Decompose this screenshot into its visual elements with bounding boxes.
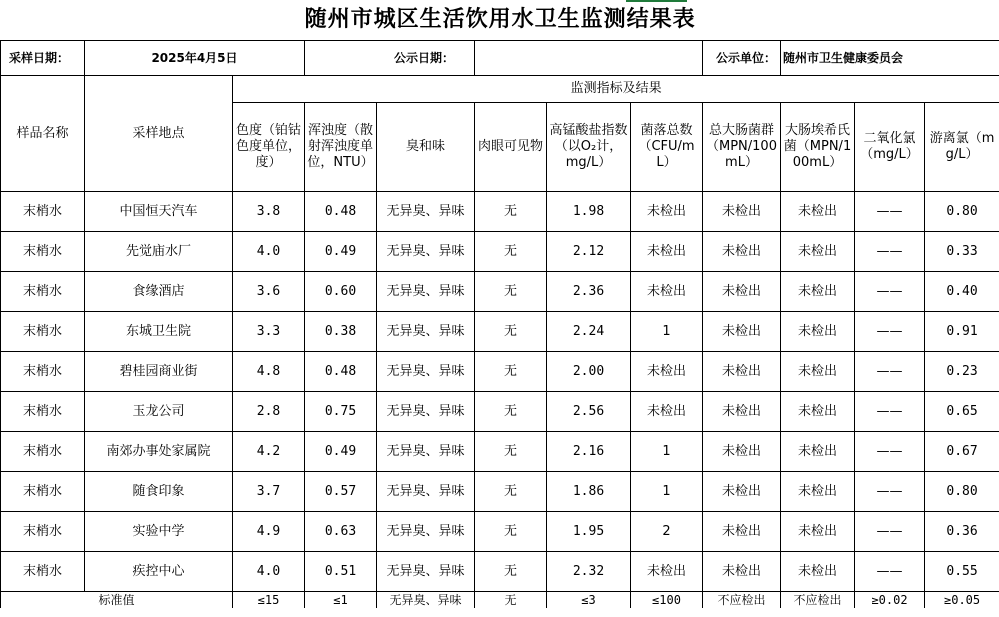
result-cell[interactable]: 无 [475, 352, 547, 392]
standard-cell: ≤1 [305, 592, 377, 609]
table-row [1, 352, 999, 392]
result-cell[interactable]: 1 [631, 472, 703, 512]
result-cell[interactable]: 0.23 [925, 352, 999, 392]
standard-cell: 不应检出 [703, 592, 781, 609]
result-cell[interactable]: 2.56 [547, 392, 631, 432]
result-cell[interactable]: 4.8 [233, 352, 305, 392]
publish-unit-value[interactable]: 随州市卫生健康委员会 [781, 41, 999, 76]
header-odor-taste: 臭和味 [377, 103, 475, 192]
result-cell[interactable]: 2.12 [547, 232, 631, 272]
result-cell[interactable]: 无异臭、异味 [377, 272, 475, 312]
result-cell[interactable]: —— [855, 552, 925, 592]
result-cell[interactable]: 无异臭、异味 [377, 392, 475, 432]
result-cell[interactable]: 2.00 [547, 352, 631, 392]
sample-date-value[interactable]: 2025年4月5日 [85, 41, 305, 76]
header-permanganate-index: 高锰酸盐指数（以O₂计，mg/L） [547, 103, 631, 192]
result-cell[interactable]: 未检出 [703, 352, 781, 392]
header-free-chlorine: 游离氯（mg/L） [925, 103, 999, 192]
table-row [1, 392, 999, 432]
result-cell[interactable]: 0.36 [925, 512, 999, 552]
result-cell[interactable]: 未检出 [631, 272, 703, 312]
result-cell[interactable]: 无异臭、异味 [377, 552, 475, 592]
result-cell[interactable]: 无 [475, 552, 547, 592]
sample-name-cell[interactable]: 末梢水 [1, 312, 85, 352]
result-cell[interactable]: 4.0 [233, 552, 305, 592]
header-chlorine-dioxide: 二氧化氯（mg/L） [855, 103, 925, 192]
result-cell[interactable]: 2.8 [233, 392, 305, 432]
sample-location-cell[interactable]: 南郊办事处家属院 [85, 432, 233, 472]
result-cell[interactable]: 未检出 [781, 392, 855, 432]
standard-cell: 不应检出 [781, 592, 855, 609]
publish-date-value[interactable] [475, 41, 703, 76]
result-cell[interactable]: 0.80 [925, 192, 999, 232]
result-cell[interactable]: —— [855, 392, 925, 432]
result-cell[interactable]: 未检出 [631, 352, 703, 392]
publish-unit-label: 公示单位： [703, 41, 781, 76]
result-cell[interactable]: 未检出 [781, 512, 855, 552]
result-cell[interactable]: —— [855, 512, 925, 552]
result-cell[interactable]: 1.98 [547, 192, 631, 232]
result-cell[interactable]: 未检出 [781, 472, 855, 512]
sample-location-cell[interactable]: 实验中学 [85, 512, 233, 552]
table-row [1, 432, 999, 472]
result-cell[interactable]: —— [855, 192, 925, 232]
result-cell[interactable]: 0.48 [305, 352, 377, 392]
result-cell[interactable]: 0.60 [305, 272, 377, 312]
result-cell[interactable]: 0.80 [925, 472, 999, 512]
meta-row [1, 41, 999, 76]
table-row [1, 512, 999, 552]
result-cell[interactable]: —— [855, 312, 925, 352]
standard-cell: ≤100 [631, 592, 703, 609]
result-cell[interactable]: 0.91 [925, 312, 999, 352]
result-cell[interactable]: 1.95 [547, 512, 631, 552]
result-cell[interactable]: 2.36 [547, 272, 631, 312]
sample-location-cell[interactable]: 玉龙公司 [85, 392, 233, 432]
sample-location-cell[interactable]: 随食印象 [85, 472, 233, 512]
sample-name-cell[interactable]: 末梢水 [1, 352, 85, 392]
result-cell[interactable]: 无 [475, 312, 547, 352]
data-rows [1, 192, 999, 592]
sample-location-cell[interactable]: 碧桂园商业街 [85, 352, 233, 392]
sample-name-cell[interactable]: 末梢水 [1, 272, 85, 312]
result-cell[interactable]: 无异臭、异味 [377, 352, 475, 392]
result-cell[interactable]: 0.49 [305, 232, 377, 272]
sample-name-cell[interactable]: 末梢水 [1, 192, 85, 232]
result-cell[interactable]: 未检出 [781, 552, 855, 592]
result-cell[interactable]: 0.75 [305, 392, 377, 432]
sample-name-cell[interactable]: 末梢水 [1, 432, 85, 472]
standard-cell: ≤3 [547, 592, 631, 609]
result-cell[interactable]: 无 [475, 432, 547, 472]
result-cell[interactable]: 未检出 [781, 432, 855, 472]
result-cell[interactable]: 0.65 [925, 392, 999, 432]
result-cell[interactable]: 3.3 [233, 312, 305, 352]
result-cell[interactable]: 未检出 [703, 312, 781, 352]
table-row [1, 192, 999, 232]
result-cell[interactable]: 未检出 [781, 312, 855, 352]
sample-location-cell[interactable]: 先觉庙水厂 [85, 232, 233, 272]
result-cell[interactable]: 0.33 [925, 232, 999, 272]
sample-name-cell[interactable]: 末梢水 [1, 552, 85, 592]
header-turbidity: 浑浊度（散射浑浊度单位，NTU） [305, 103, 377, 192]
result-cell[interactable]: 未检出 [631, 232, 703, 272]
result-cell[interactable]: 未检出 [703, 512, 781, 552]
result-cell[interactable]: 未检出 [781, 272, 855, 312]
result-cell[interactable]: 无 [475, 512, 547, 552]
result-cell[interactable]: 无 [475, 192, 547, 232]
header-total-coliforms: 总大肠菌群（MPN/100mL） [703, 103, 781, 192]
standard-cell: ≥0.02 [855, 592, 925, 609]
result-cell[interactable]: 2.32 [547, 552, 631, 592]
result-cell[interactable]: 未检出 [631, 392, 703, 432]
result-cell[interactable]: 无异臭、异味 [377, 192, 475, 232]
result-cell[interactable]: —— [855, 352, 925, 392]
result-cell[interactable]: 未检出 [703, 232, 781, 272]
sample-location-cell[interactable]: 食缘酒店 [85, 272, 233, 312]
result-cell[interactable]: 无 [475, 392, 547, 432]
result-cell[interactable]: 无异臭、异味 [377, 312, 475, 352]
result-cell[interactable]: 无异臭、异味 [377, 232, 475, 272]
result-cell[interactable]: 0.40 [925, 272, 999, 312]
result-cell[interactable]: 未检出 [703, 272, 781, 312]
publish-date-label: 公示日期： [305, 41, 475, 76]
result-cell[interactable]: 0.57 [305, 472, 377, 512]
table-row [1, 552, 999, 592]
standard-cell: ≥0.05 [925, 592, 999, 609]
sample-name-cell[interactable]: 末梢水 [1, 512, 85, 552]
header-sample-location: 采样地点 [85, 76, 233, 192]
result-cell[interactable]: 0.63 [305, 512, 377, 552]
result-cell[interactable]: 3.6 [233, 272, 305, 312]
result-cell[interactable]: 4.2 [233, 432, 305, 472]
result-cell[interactable]: 3.8 [233, 192, 305, 232]
sample-name-cell[interactable]: 末梢水 [1, 232, 85, 272]
result-cell[interactable]: 3.7 [233, 472, 305, 512]
result-cell[interactable]: —— [855, 432, 925, 472]
sample-location-cell[interactable]: 东城卫生院 [85, 312, 233, 352]
result-cell[interactable]: —— [855, 232, 925, 272]
sample-date-label: 采样日期： [1, 41, 85, 76]
header-sample-name: 样品名称 [1, 76, 85, 192]
header-colony-count: 菌落总数（CFU/mL） [631, 103, 703, 192]
result-cell[interactable]: 未检出 [631, 192, 703, 232]
sample-location-cell[interactable]: 中国恒天汽车 [85, 192, 233, 232]
result-cell[interactable]: 2.24 [547, 312, 631, 352]
standard-label: 标准值 [1, 592, 233, 609]
header-color: 色度（铂钴色度单位，度） [233, 103, 305, 192]
result-cell[interactable]: 1 [631, 312, 703, 352]
standard-cell: 无异臭、异味 [377, 592, 475, 609]
result-cell[interactable]: 0.49 [305, 432, 377, 472]
result-cell[interactable]: 2.16 [547, 432, 631, 472]
result-cell[interactable]: 0.48 [305, 192, 377, 232]
result-cell[interactable]: 未检出 [781, 192, 855, 232]
result-cell[interactable]: 1.86 [547, 472, 631, 512]
header-e-coli: 大肠埃希氏菌（MPN/100mL） [781, 103, 855, 192]
result-cell[interactable]: 未检出 [631, 552, 703, 592]
sample-name-cell[interactable]: 末梢水 [1, 472, 85, 512]
table-row [1, 272, 999, 312]
result-cell[interactable]: 1 [631, 432, 703, 472]
result-cell[interactable]: 无异臭、异味 [377, 432, 475, 472]
result-cell[interactable]: 无异臭、异味 [377, 512, 475, 552]
result-cell[interactable]: 无异臭、异味 [377, 472, 475, 512]
result-cell[interactable]: 0.38 [305, 312, 377, 352]
result-cell[interactable]: 未检出 [703, 192, 781, 232]
header-indicator-group: 监测指标及结果 [233, 76, 999, 103]
result-cell[interactable]: 未检出 [703, 432, 781, 472]
result-cell[interactable]: 0.51 [305, 552, 377, 592]
result-cell[interactable]: 0.55 [925, 552, 999, 592]
result-cell[interactable]: —— [855, 472, 925, 512]
result-cell[interactable]: 0.67 [925, 432, 999, 472]
result-cell[interactable]: 4.0 [233, 232, 305, 272]
result-cell[interactable]: 无 [475, 232, 547, 272]
result-cell[interactable]: 未检出 [703, 392, 781, 432]
standard-row [1, 592, 999, 609]
result-cell[interactable]: 2 [631, 512, 703, 552]
table-row [1, 312, 999, 352]
result-cell[interactable]: —— [855, 272, 925, 312]
result-cell[interactable]: 未检出 [703, 552, 781, 592]
standard-cell: 无 [475, 592, 547, 609]
sample-name-cell[interactable]: 末梢水 [1, 392, 85, 432]
result-cell[interactable]: 未检出 [781, 232, 855, 272]
result-cell[interactable]: 未检出 [703, 472, 781, 512]
table-row [1, 232, 999, 272]
page-title: 随州市城区生活饮用水卫生监测结果表 [1, 0, 999, 41]
table-row [1, 472, 999, 512]
header-visible-matter: 肉眼可见物 [475, 103, 547, 192]
result-cell[interactable]: 无 [475, 472, 547, 512]
standard-cell: ≤15 [233, 592, 305, 609]
result-cell[interactable]: 无 [475, 272, 547, 312]
result-cell[interactable]: 4.9 [233, 512, 305, 552]
result-cell[interactable]: 未检出 [781, 352, 855, 392]
sample-location-cell[interactable]: 疾控中心 [85, 552, 233, 592]
